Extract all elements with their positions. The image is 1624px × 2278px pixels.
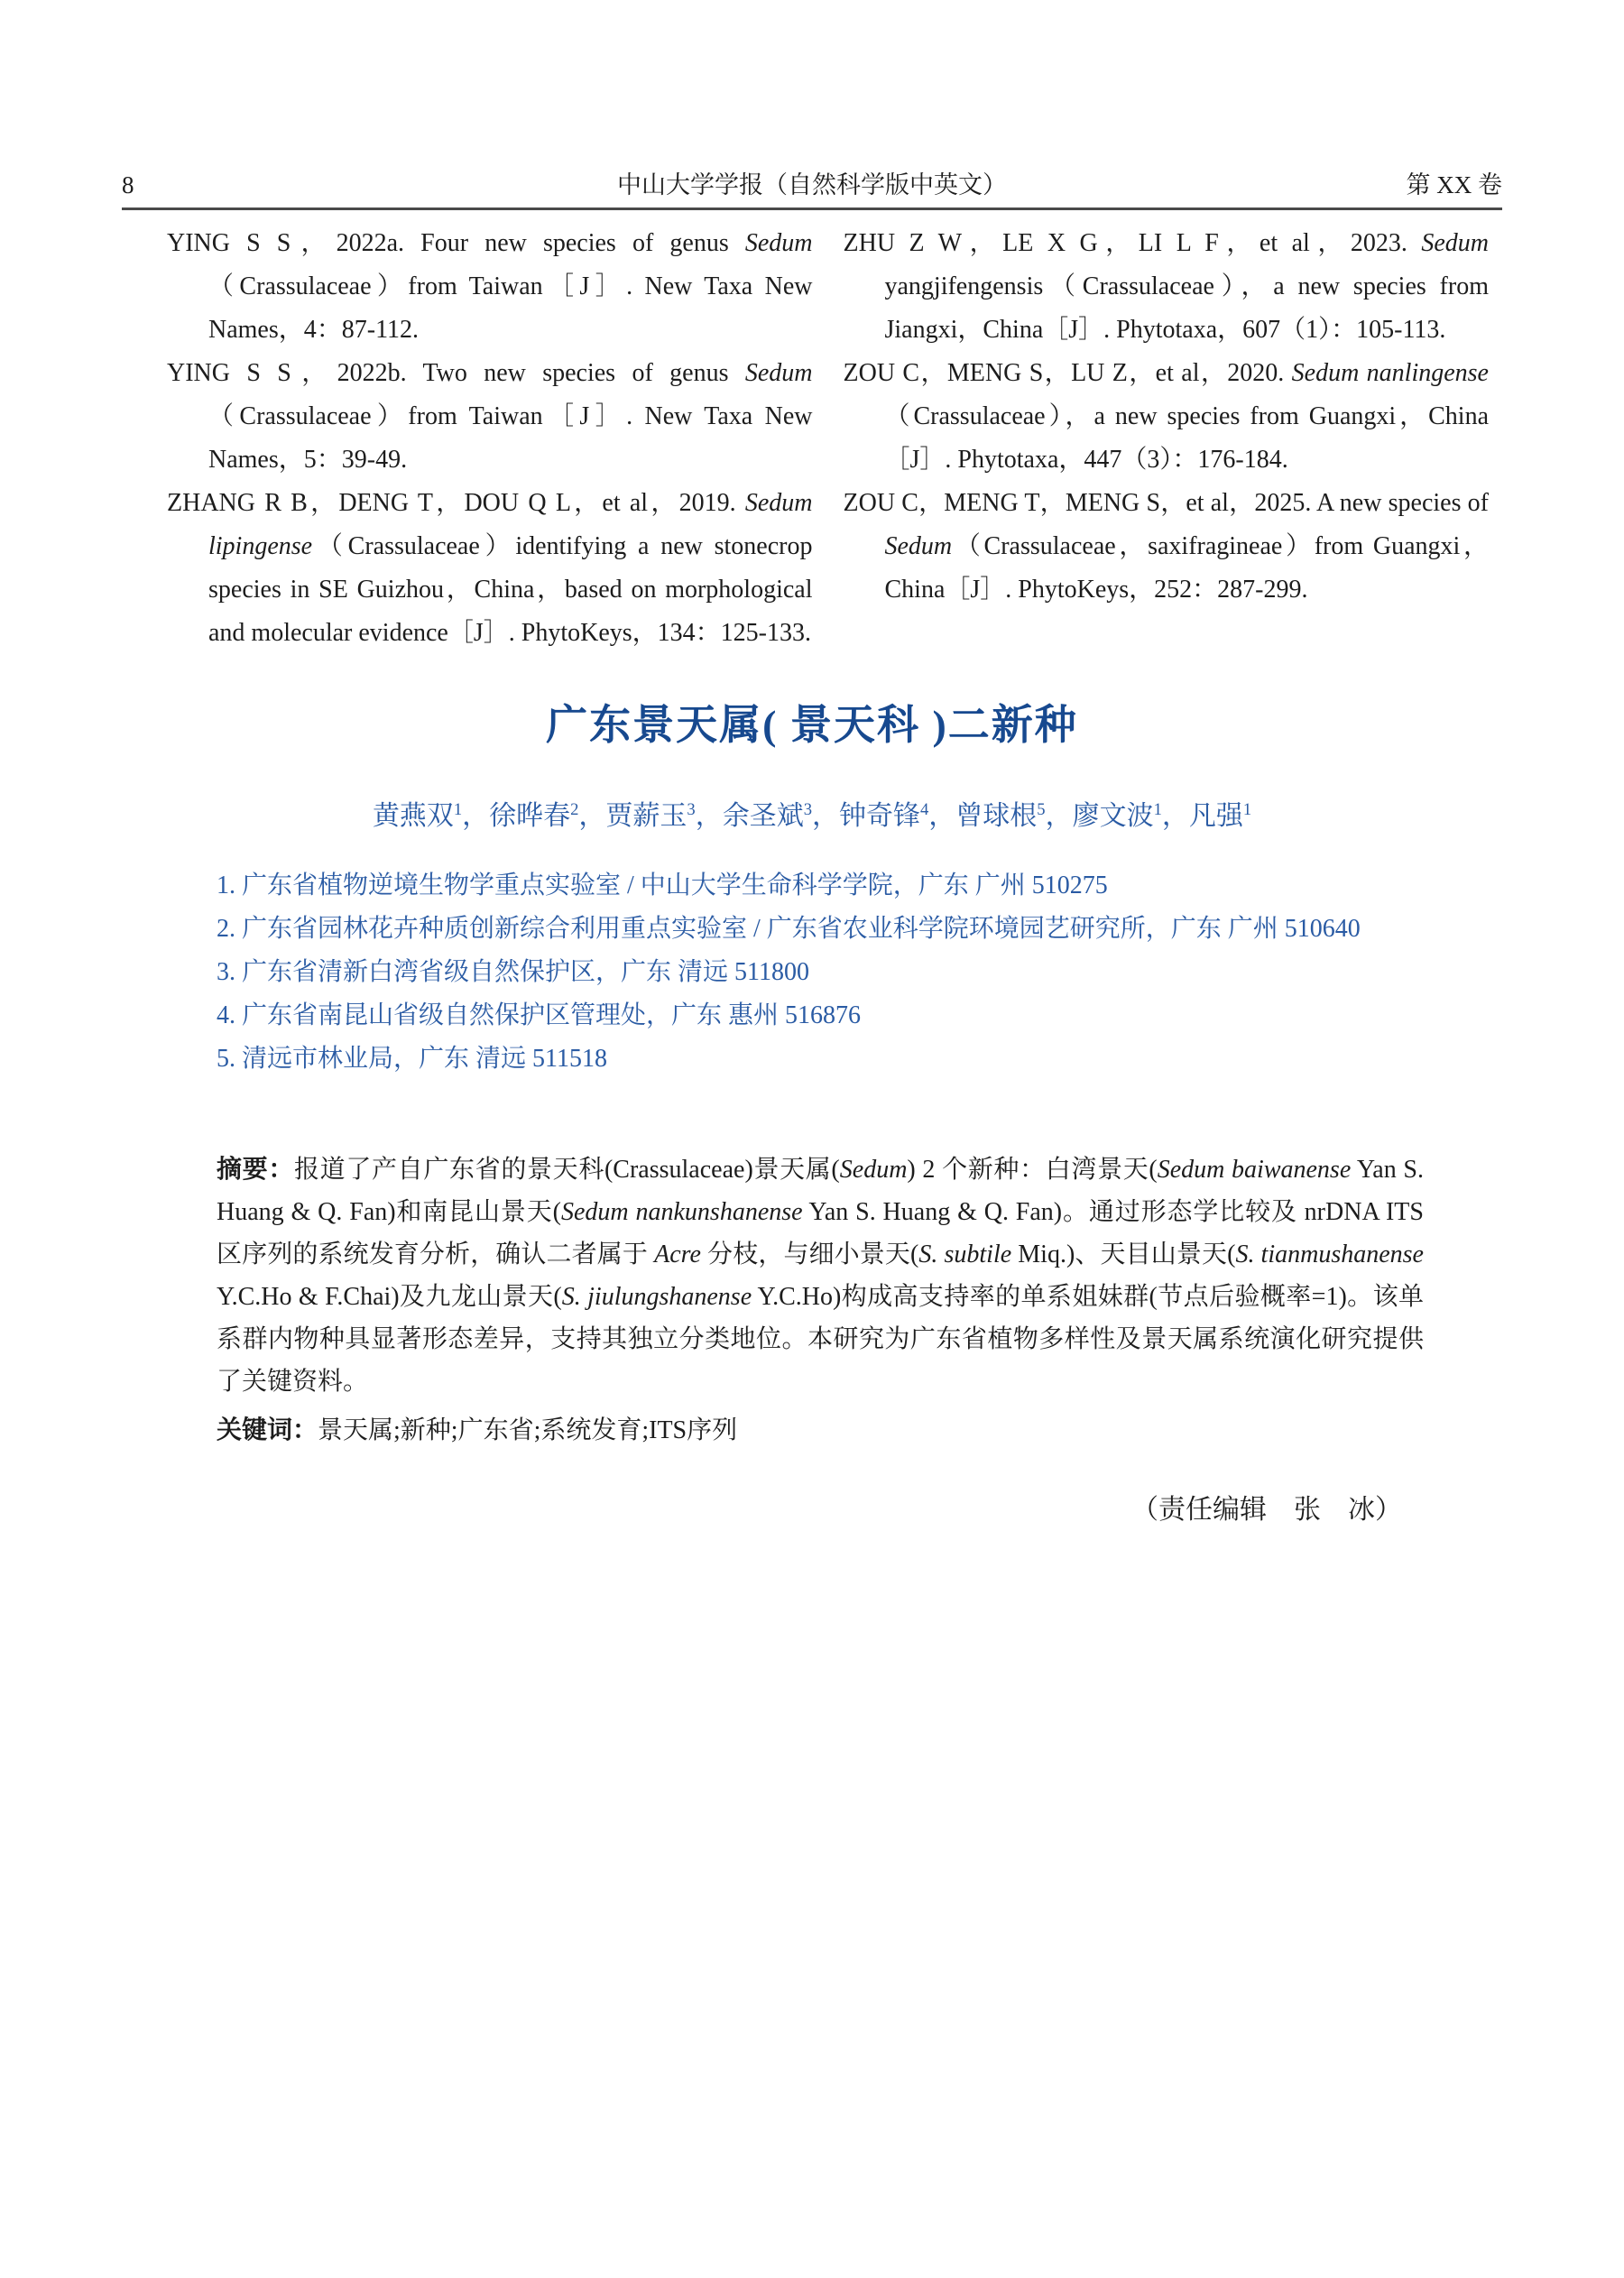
keywords-label: 关键词： [217,1416,318,1443]
abstract-paragraph: 摘要：报道了产自广东省的景天科(Crassulaceae)景天属(Sedum) 2 个新种：白湾景天(Sedum baiwanense Yan S. Huang & Q. Fan)和南昆山景天(Sedum nankunshanense Yan S. Huang & Q. Fan)。通过形态学比较及 nrDNA ITS 区序列的系统发育分析，确认二者属于 Acre 分枝，与细小景天(S. subtile Miq.)、天目山景天(S. tianmushanense Y.C.Ho & F.Chai)及九龙山景天(S. jiulungshanense Y.C.Ho)构成高支持率的单系姐妹群(节点后验概率=1)。该单系群内物种具显著形态差异，支持其独立分类地位。本研究为广东省植物多样性及景天属系统演化研究提供了关键资料。 [217,1155,1424,1396]
abstract-block [217,1148,1424,1452]
page-number: 8 [122,171,134,198]
references-column-left [167,222,813,655]
article-title: 广东景天属( 景天科 )二新种 [546,702,1078,748]
references-column-right [844,222,1490,655]
affiliation-list [217,864,1430,1081]
reference-item: ZOU C，MENG T，MENG S，et al，2025. A new species of Sedum（Crassulaceae，saxifragineae）from Guangxi，China［J］. PhytoKeys，252：287-299. [843,489,1489,604]
keywords-text: 景天属;新种;广东省;系统发育;ITS序列 [318,1416,738,1444]
reference-item: YING S S，2022b. Two new species of genus Sedum（Crassulaceae）from Taiwan［J］. New Taxa New Names，5：39-49. [167,359,813,474]
author-line: 黄燕双$^1$，徐晔春$^2$，贾薪玉$^3$，余圣斌$^3$，钟奇锋$^4$，曾球根$^5$，廖文波$^1$，凡强$^1$ [372,800,1252,831]
reference-item: ZHANG R B，DENG T，DOU Q L，et al，2019. Sedum lipingense（Crassulaceae）identifying a new stonecrop species in SE Guizhou，China，based on morphological and molecular evidence［J］. PhytoKeys，134：125-133. [167,489,813,647]
reference-item: ZOU C，MENG S，LU Z，et al，2020. Sedum nanlingense（Crassulaceae），a new species from Guangxi，China［J］. Phytotaxa，447（3）：176-184. [843,359,1489,474]
reference-item: ZHU Z W，LE X G，LI L F，et al，2023. Sedum yangjifengensis（Crassulaceae），a new species from Jiangxi，China［J］. Phytotaxa，607（1）：105-113. [843,229,1489,344]
page-header [122,161,1502,210]
affiliation-item: 3. 广东省清新白湾省级自然保护区，广东 清远 511800 [217,958,809,986]
keywords-line [217,1408,1424,1452]
affiliation-item: 5. 清远市林业局，广东 清远 511518 [217,1045,607,1073]
journal-title: 中山大学学报（自然科学版中英文） [617,171,1007,198]
reference-item: YING S S，2022a. Four new species of genus Sedum（Crassulaceae）from Taiwan［J］. New Taxa New Names，4：87-112. [167,229,813,344]
references-section [167,222,1489,655]
affiliation-item: 4. 广东省南昆山省级自然保护区管理处，广东 惠州 516876 [217,1001,862,1029]
editor-note: （责任编辑 张 冰） [1131,1495,1402,1525]
volume-label: 第 XX 卷 [1406,171,1502,198]
affiliation-item: 2. 广东省园林花卉种质创新综合利用重点实验室 / 广东省农业科学院环境园艺研究所，广东 广州 510640 [217,915,1361,943]
affiliation-item: 1. 广东省植物逆境生物学重点实验室 / 中山大学生命科学学院，广东 广州 510275 [217,872,1108,899]
